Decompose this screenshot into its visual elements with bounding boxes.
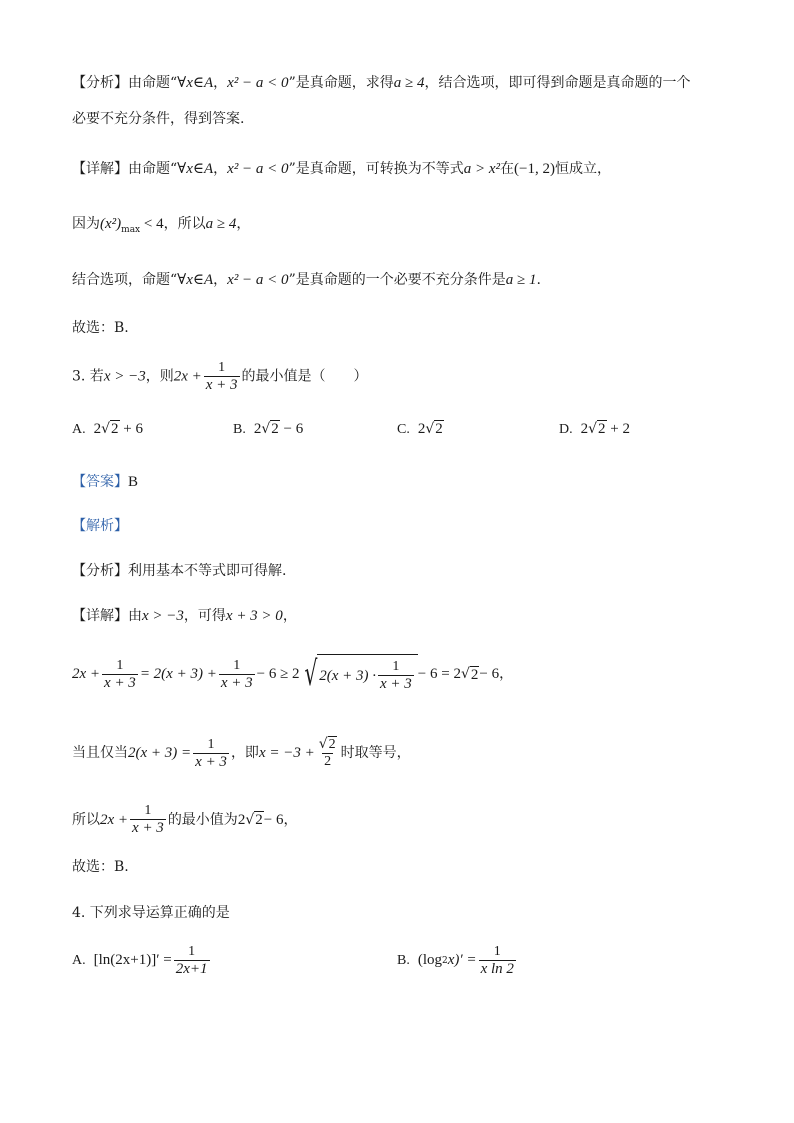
minimum-value-line: 所以 2x + $\frac{1}{x + 3}$ 的最小值为 2 √ 2 − 6 ， [72,803,298,836]
detail-paragraph-1: 【详解】由命题“∀x∈A，x² − a < 0”是真命题，可转换为不等式a > x²在(−1, 2)恒成立， [72,161,611,177]
explanation-heading: 【解析】 [72,518,128,534]
answer-tag: 【答案】 [72,474,128,490]
detail-paragraph-4: 【详解】由x > −3，可得x + 3 > 0， [72,608,297,624]
option-c[interactable]: C. 2√2 [397,421,443,437]
answer-choice-line-2: 故选：B. [72,859,129,875]
q4-option-b[interactable]: B. (log 2 x)′ = $\frac{1}{\text{x ln 2}}$ [397,944,514,977]
radical-sign: √ [425,421,435,437]
equality-condition: 当且仅当 2(x + 3) = $\frac{1}{x + 3}$ ，即 x = −3 + $\frac{√2}{2}$ 时取等号， [72,736,411,770]
square-root: √ 2(x + 3) · $\frac{1}{x + 3}$ [300,654,418,694]
detail-tag: 【详解】 [72,161,128,177]
radical-sign: √ [261,421,271,437]
analysis-tag: 【分析】 [72,75,128,91]
option-a[interactable]: A. 2√2 + 6 [72,421,144,437]
answer-choice-line: 故选：B. [72,320,129,336]
option-d[interactable]: D. 2√2 + 2 [559,421,631,437]
fraction: $\frac{1}{x + 3}$ [205,360,238,393]
inequality-derivation: 2x + $\frac{1}{x + 3}$ = 2(x + 3) + $\frac{1}{x + 3}$ − 6 ≥ 2 √ 2(x + 3) · $\frac{1}{x + 3}$ − 6 = 2 √ 2 − 6 ， [72,654,514,694]
q4-option-a[interactable]: A. [ln(2x+1)]′ = $\frac{1}{2x+1}$ [72,944,208,977]
answer-line: 【答案】B [72,474,139,490]
radical-sign: √ [588,421,598,437]
radical-sign: √ [101,421,111,437]
analysis-paragraph-1: 【分析】由命题“∀x∈A，x² − a < 0”是真命题，求得a ≥ 4，结合选项，即可得到命题是真命题的一个 [72,75,691,91]
detail-paragraph-3: 结合选项，命题“∀x∈A，x² − a < 0”是真命题的一个必要不充分条件是a ≥ 1. [72,272,541,288]
question-4-stem: 4. 下列求导运算正确的是 [72,905,230,921]
detail-paragraph-2: 因为$(x^2)_{max} < 4$，所以a ≥ 4， [72,216,251,235]
analysis-paragraph-2: 【分析】利用基本不等式即可得解. [72,563,287,579]
question-3-stem: 3. 若x > −3，则2x + $\frac{1}{x + 3}$ 的最小值是（ ） [72,360,368,393]
option-b[interactable]: B. 2√2 − 6 [233,421,304,437]
analysis-paragraph-1-line2: 必要不充分条件，得到答案. [72,111,245,127]
